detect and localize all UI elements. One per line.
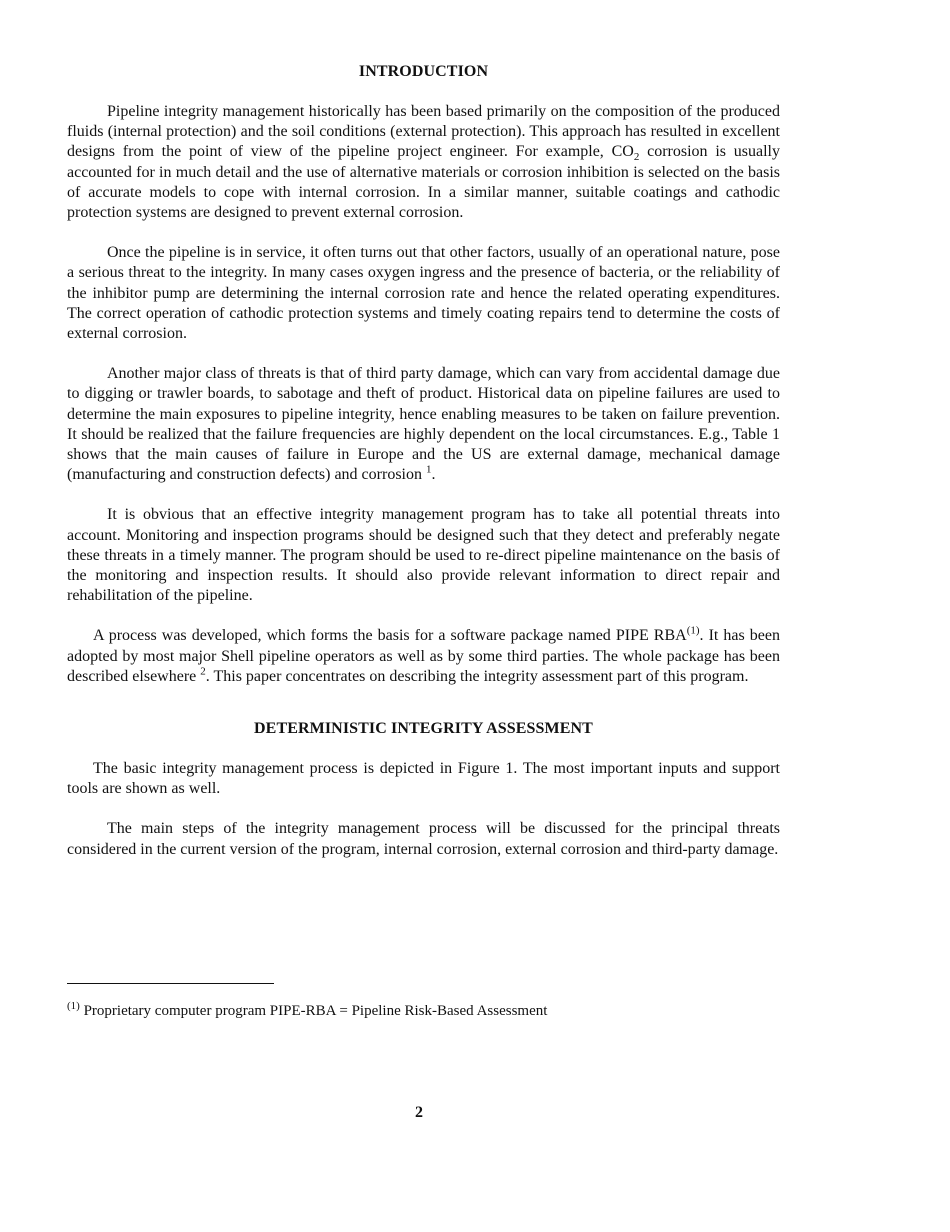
deterministic-heading: DETERMINISTIC INTEGRITY ASSESSMENT (254, 720, 593, 738)
reference-2: 2 (200, 665, 206, 678)
footnote-marker: (1) (67, 1000, 80, 1012)
footnote (67, 1001, 547, 1021)
page-number: 2 (415, 1104, 423, 1121)
introduction-heading: INTRODUCTION (358, 63, 489, 80)
footnote-marker-1: (1) (686, 625, 700, 638)
intro-paragraph-5: A process was developed, which forms the basis for a software package named PIPE RBA$^{(1)}$. It has been adopted by most major Shell pipeline operators as well as by some third parties. The whole package has been described elsewhere $^2$. This paper concentrates on describing the integrity assessment part of this program. (67, 625, 780, 685)
deterministic-paragraph-1: The basic integrity management process is depicted in Figure 1. The most important inputs and support tools are shown as well. (67, 760, 780, 798)
reference-1: 1 (425, 463, 432, 476)
subscript-2: 2 (633, 151, 640, 164)
footnote-text: Proprietary computer program PIPE-RBA = Pipeline Risk-Based Assessment (79, 1003, 548, 1019)
intro-paragraph-1: Pipeline integrity management historically has been based primarily on the composition of the produced fluids (internal protection) and the soil conditions (external protection). This approach has resulted in excellent designs from the point of view of the pipeline project engineer. For example, $CO_2$ corrosion is usually accounted for in much detail and the use of alternative materials or corrosion inhibition is selected on the basis of accurate models to cope with internal corrosion. In a similar manner, suitable coatings and cathodic protection systems are designed to prevent external corrosion. (67, 103, 780, 222)
deterministic-paragraph-2: The main steps of the integrity management process will be discussed for the principal threats considered in the current version of the program, internal corrosion, external corrosion and third-party damage. (67, 820, 780, 858)
intro-paragraph-3: Another major class of threats is that of third party damage, which can vary from accidental damage due to digging or trawler boards, to sabotage and theft of product. Historical data on pipeline failures are used to determine the main exposures to pipeline integrity, hence enabling measures to be taken on failure prevention. It should be realized that the failure frequencies are highly dependent on the local circumstances. E.g., Table 1 shows that the main causes of failure in Europe and the US are external damage, mechanical damage (manufacturing and construction defects) and corrosion $^1$. (67, 365, 780, 484)
intro-paragraph-2: Once the pipeline is in service, it often turns out that other factors, usually of an operational nature, pose a serious threat to the integrity. In many cases oxygen ingress and the presence of bacteria, or the reliability of the inhibitor pump are determining the internal corrosion rate and hence the related operating expenditures. The correct operation of cathodic protection systems and timely coating repairs tend to determine the costs of external corrosion. (67, 244, 780, 343)
footnote-divider (67, 983, 274, 984)
paper-page (67, 62, 780, 880)
intro-paragraph-4: It is obvious that an effective integrity management program has to take all potential threats into account. Monitoring and inspection programs should be designed such that they detect and preferably negate these threats in a timely manner. The program should be used to re-direct pipeline maintenance on the basis of the monitoring and inspection results. It should also provide relevant information to direct repair and rehabilitation of the pipeline. (67, 506, 780, 605)
